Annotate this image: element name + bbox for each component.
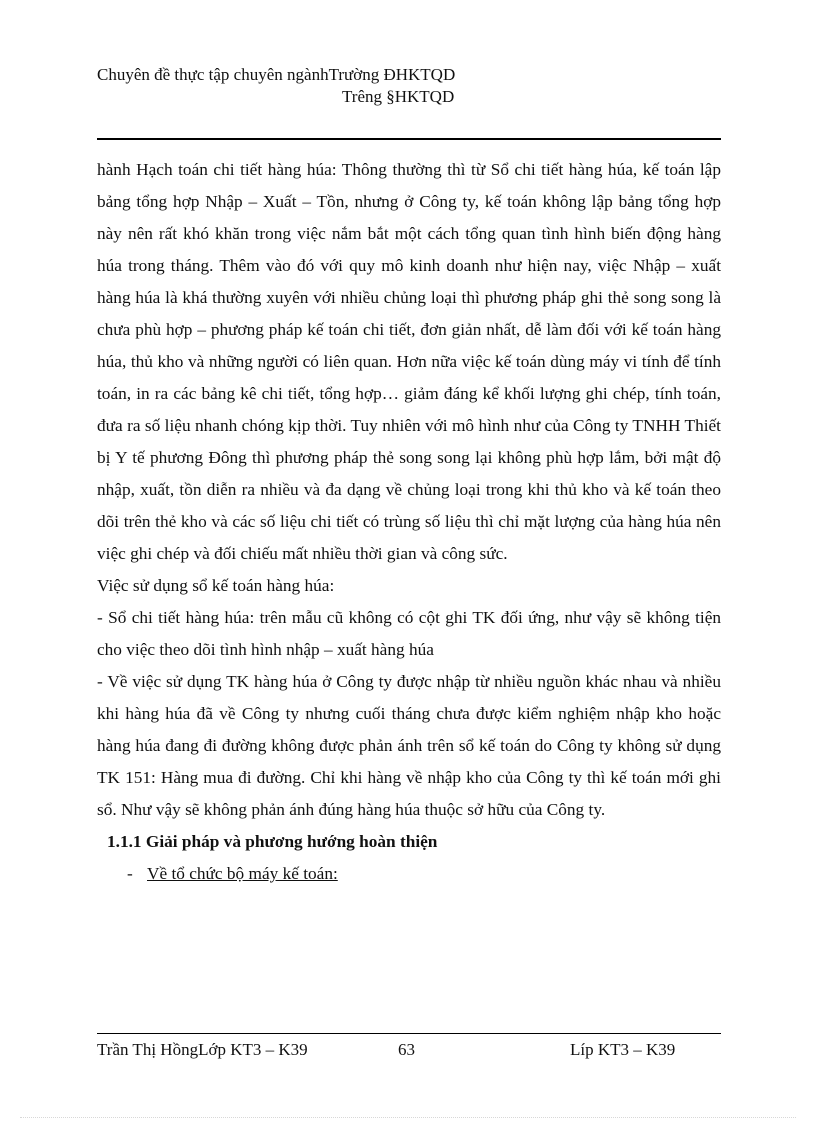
paragraph-3: - Sổ chi tiết hàng húa: trên mẫu cũ không có cột ghi TK đối ứng, như vậy sẽ không tiện cho việc theo dõi tình hình nhập – xuất hàng húa — [97, 608, 721, 659]
page-bottom-border — [20, 1117, 796, 1118]
paragraph-4: - Về việc sử dụng TK hàng húa ở Công ty được nhập từ nhiều nguồn khác nhau và nhiều khi hàng húa đã về Công ty nhưng cuối tháng chưa được kiểm nghiệm nhập kho hoặc hàng húa đang đi đường không được phản ánh trên sổ kế toán do Công ty không sử dụng TK 151: Hàng mua đi đường. Chỉ khi hàng về nhập kho của Công ty thì kế toán mới ghi sổ. Như vậy sẽ không phản ánh đúng hàng húa thuộc sở hữu của Công ty. — [97, 672, 721, 819]
footer-class: Líp KT3 – K39 — [570, 1040, 676, 1059]
bullet-item — [97, 858, 721, 890]
footer-author: Trần Thị HồngLớp KT3 – K39 — [97, 1040, 308, 1059]
document-body — [97, 154, 721, 890]
paragraph-2: Việc sử dụng sổ kế toán hàng húa: — [97, 576, 335, 595]
bullet-text: Về tổ chức bộ máy kế toán: — [147, 864, 338, 883]
page-number: 63 — [398, 1040, 415, 1059]
header-line-2: Trêng §HKTQD — [342, 87, 455, 106]
paragraph-1: hành Hạch toán chi tiết hàng húa: Thông thường thì từ Sổ chi tiết hàng húa, kế toán lập bảng tổng hợp Nhập – Xuất – Tồn, nhưng ở Công ty, kế toán không lập bảng tổng hợp này nên rất khó khăn trong việc nắm bắt một cách tổng quan tình hình biến động hàng húa trong tháng. Thêm vào đó với quy mô kinh doanh như hiện nay, việc Nhập – xuất hàng húa là khá thường xuyên với nhiều chủng loại thì phương pháp ghi thẻ song song là chưa phù hợp – phương pháp kế toán chi tiết, đơn giản nhất, dễ làm đối với kế toán hàng húa, thủ kho và những người có liên quan. Hơn nữa việc kế toán dùng máy vi tính để tính toán, in ra các bảng kê chi tiết, tổng hợp… giảm đáng kể khối lượng ghi chép, tính toán, đưa ra số liệu nhanh chóng kịp thời. Tuy nhiên với mô hình như của Công ty TNHH Thiết bị Y tế phương Đông thì phương pháp thẻ song song lại không phù hợp lắm, bởi mật độ nhập, xuất, tồn diễn ra nhiều và đa dạng về chủng loại trong khi thủ kho và kế toán theo dõi trên thẻ kho và các số liệu chi tiết có trùng số liệu thì chỉ mặt lượng của hàng húa nên việc ghi chép và đối chiếu mất nhiều thời gian và công sức. — [97, 160, 721, 563]
header-rule — [97, 138, 721, 140]
header-line-1: Chuyên đề thực tập chuyên ngànhTrường ĐHKTQD — [97, 65, 456, 84]
footer-rule — [97, 1033, 721, 1034]
bullet-dash: - — [127, 864, 133, 883]
section-heading: 1.1.1 Giải pháp và phương hướng hoàn thiện — [107, 832, 438, 851]
page-header — [97, 64, 721, 108]
